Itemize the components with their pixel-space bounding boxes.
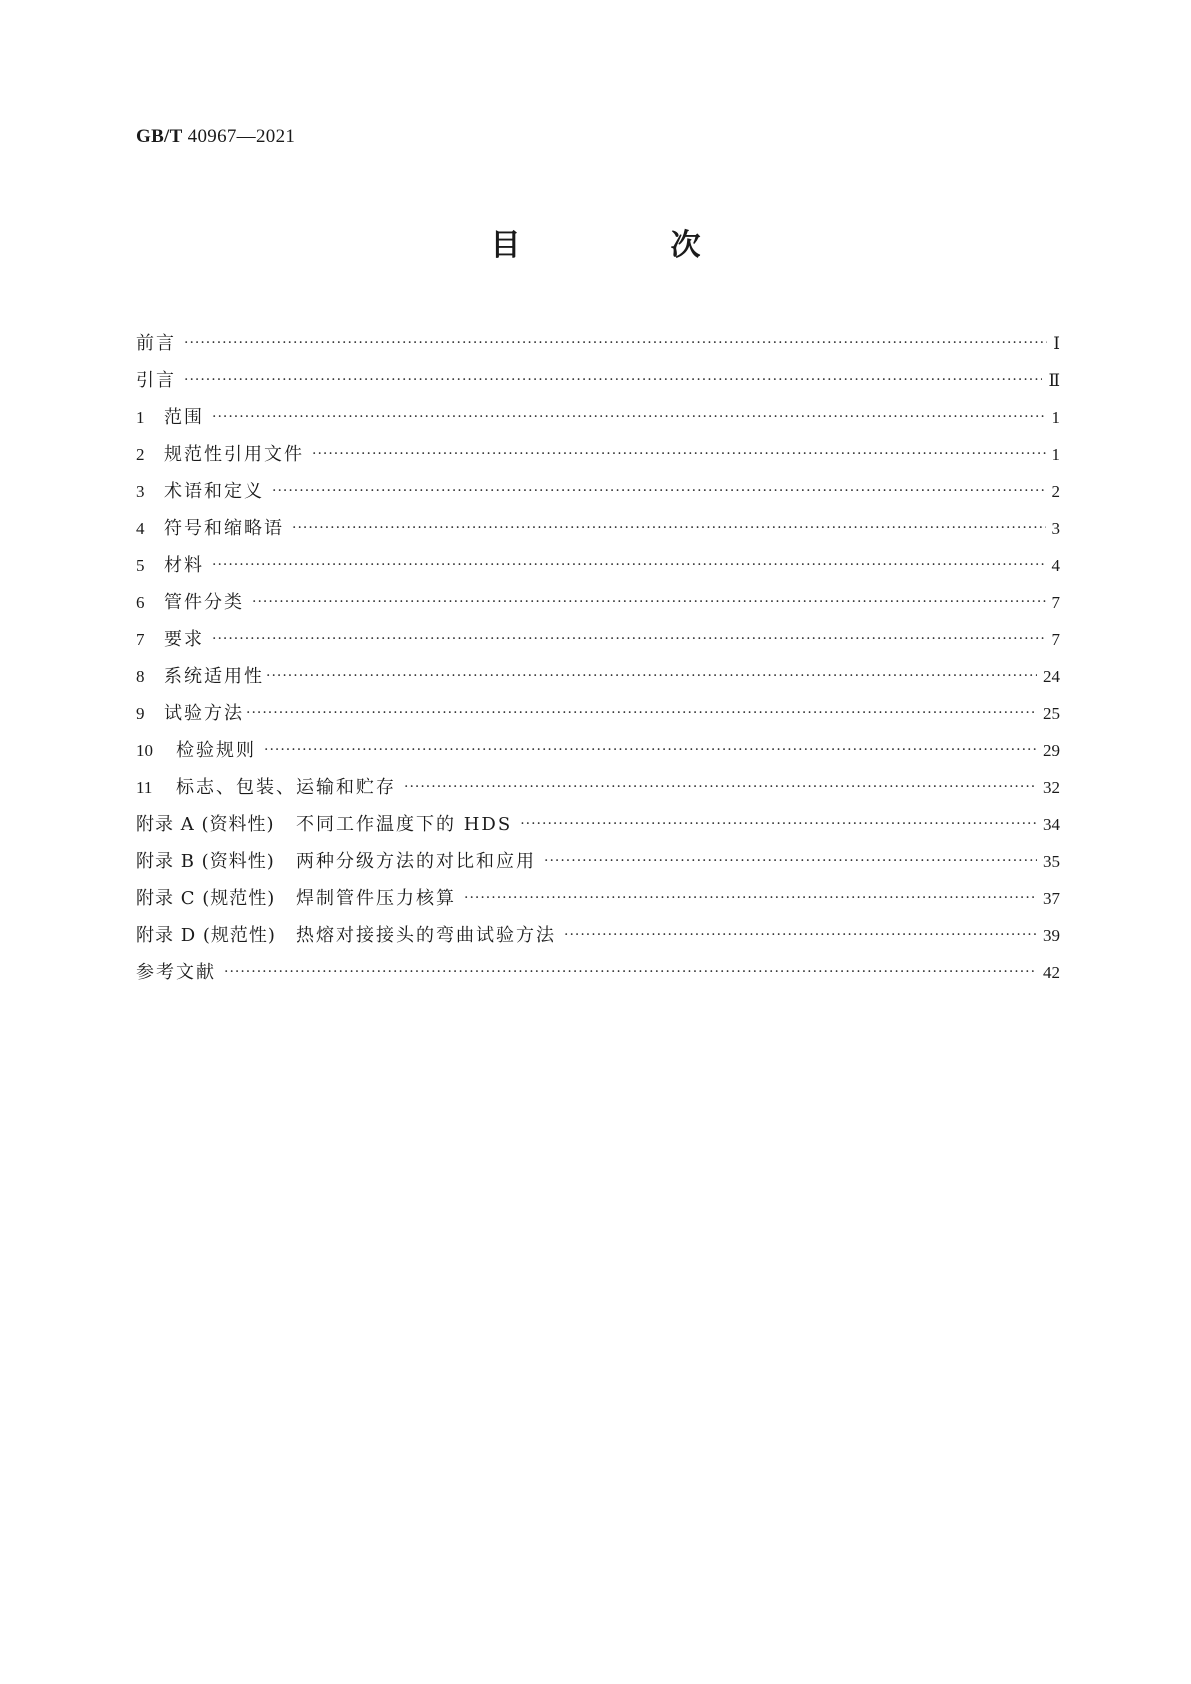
toc-leader-dots: [246, 695, 1037, 732]
toc-entry[interactable]: [136, 399, 1060, 436]
toc-entry-number: 8: [136, 667, 145, 686]
toc-entry[interactable]: [136, 584, 1060, 621]
toc-entry-number: 附录 C (规范性): [136, 888, 276, 909]
toc-entry-number: 10: [136, 741, 153, 760]
toc-entry-page: 35: [1043, 852, 1060, 871]
toc-entry[interactable]: [136, 806, 1060, 843]
toc-entry-label: 检验规则: [176, 740, 256, 761]
toc-entry-label: 热熔对接接头的弯曲试验方法: [296, 925, 556, 946]
toc-entry-page: 1: [1051, 408, 1060, 427]
toc-entry-label: 标志、包装、运输和贮存: [176, 777, 396, 798]
standard-code: [136, 126, 295, 148]
toc-entry-label: 规范性引用文件: [164, 444, 304, 465]
toc-entry[interactable]: [136, 954, 1060, 991]
toc-entry-label: 要求: [164, 629, 204, 650]
toc-entry-page: 24: [1043, 667, 1060, 686]
toc-entry-page: 32: [1043, 778, 1060, 797]
toc-entry-page: 25: [1043, 704, 1060, 723]
toc-leader-dots: [404, 769, 1037, 806]
toc-entry-label: 焊制管件压力核算: [296, 888, 456, 909]
toc-entry-page: Ⅱ: [1048, 371, 1060, 390]
toc-entry[interactable]: [136, 695, 1060, 732]
toc-entry-page: 34: [1043, 815, 1060, 834]
toc-entry-label: 系统适用性: [164, 666, 264, 687]
toc-entry-number: 5: [136, 556, 145, 575]
toc-entry-label: 材料: [164, 555, 204, 576]
toc-entry-number: 3: [136, 482, 145, 501]
toc-entry[interactable]: [136, 732, 1060, 769]
toc-entry-page: 7: [1051, 593, 1060, 612]
toc-leader-dots: [464, 880, 1037, 917]
toc-entry[interactable]: [136, 325, 1060, 362]
toc-entry[interactable]: [136, 621, 1060, 658]
toc-entry-label: 管件分类: [164, 592, 244, 613]
toc-entry-page: 3: [1051, 519, 1060, 538]
toc-entry-number: 4: [136, 519, 145, 538]
toc-leader-dots: [212, 399, 1046, 436]
toc-entry-number: 1: [136, 408, 145, 427]
toc-entry-label: 前言: [136, 333, 176, 354]
toc-entry-page: 39: [1043, 926, 1060, 945]
toc-entry-page: 1: [1051, 445, 1060, 464]
toc-entry[interactable]: [136, 362, 1060, 399]
toc-leader-dots: [252, 584, 1046, 621]
toc-leader-dots: [544, 843, 1037, 880]
toc-entry-label: 不同工作温度下的 HDS: [296, 814, 513, 835]
toc-leader-dots: [264, 732, 1037, 769]
toc-leader-dots: [212, 547, 1046, 584]
toc-leader-dots: [564, 917, 1037, 954]
toc-leader-dots: [224, 954, 1037, 991]
toc-leader-dots: [520, 806, 1037, 843]
toc-leader-dots: [266, 658, 1037, 695]
toc-entry-number: 附录 D (规范性): [136, 925, 276, 946]
toc-entry-number: 7: [136, 630, 145, 649]
toc-entry[interactable]: [136, 436, 1060, 473]
toc-entry-number: 2: [136, 445, 145, 464]
toc-entry-page: 4: [1051, 556, 1060, 575]
toc-entry-number: 附录 B (资料性): [136, 851, 275, 872]
toc-entry-number: 9: [136, 704, 145, 723]
toc-entry-label: 试验方法: [164, 703, 244, 724]
toc-entry-label: 引言: [136, 370, 176, 391]
toc-entry-page: 29: [1043, 741, 1060, 760]
toc-entry[interactable]: [136, 473, 1060, 510]
toc-entry-page: Ⅰ: [1053, 334, 1060, 353]
toc-entry-number: 11: [136, 778, 153, 797]
page-title: 目 次: [490, 228, 761, 263]
toc-leader-dots: [292, 510, 1046, 547]
toc-entry[interactable]: [136, 769, 1060, 806]
toc-entry-page: 42: [1043, 963, 1060, 982]
toc-entry[interactable]: [136, 547, 1060, 584]
toc-entry[interactable]: [136, 843, 1060, 880]
toc-entry[interactable]: [136, 917, 1060, 954]
toc-entry-label: 范围: [164, 407, 204, 428]
toc-leader-dots: [184, 362, 1042, 399]
toc-entry-page: 2: [1051, 482, 1060, 501]
toc-entry-label: 参考文献: [136, 962, 216, 983]
standard-prefix: GB/T: [136, 126, 183, 147]
toc-entry[interactable]: [136, 880, 1060, 917]
toc-entry-page: 37: [1043, 889, 1060, 908]
standard-number: 40967—2021: [187, 126, 296, 147]
toc-entry[interactable]: [136, 658, 1060, 695]
toc-leader-dots: [312, 436, 1046, 473]
toc-entry-number: 6: [136, 593, 145, 612]
toc-leader-dots: [212, 621, 1046, 658]
toc-entry-label: 符号和缩略语: [164, 518, 284, 539]
toc-leader-dots: [184, 325, 1047, 362]
toc-leader-dots: [272, 473, 1046, 510]
toc-entry-label: 术语和定义: [164, 481, 264, 502]
toc-entry-label: 两种分级方法的对比和应用: [296, 851, 536, 872]
toc-entry-number: 附录 A (资料性): [136, 814, 275, 835]
toc-entry-page: 7: [1051, 630, 1060, 649]
toc-entry[interactable]: [136, 510, 1060, 547]
table-of-contents: [136, 325, 1060, 991]
